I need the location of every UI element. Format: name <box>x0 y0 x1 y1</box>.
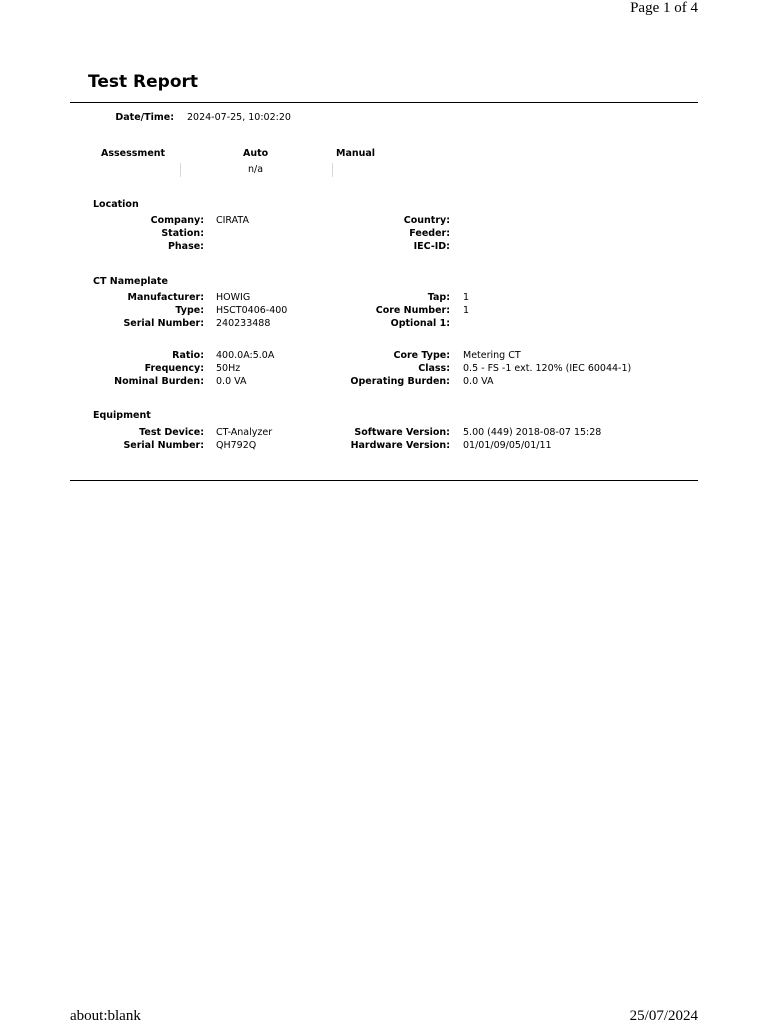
class-label: Class: <box>418 363 450 374</box>
software-version-value: 5.00 (449) 2018-08-07 15:28 <box>463 427 602 438</box>
serial-number-label: Serial Number: <box>123 318 204 329</box>
type-label: Type: <box>175 305 204 316</box>
nominal-burden-value: 0.0 VA <box>216 376 247 387</box>
optional-1-label: Optional 1: <box>390 318 450 329</box>
report-title: Test Report <box>88 72 199 92</box>
feeder-label: Feeder: <box>409 228 450 239</box>
country-label: Country: <box>403 215 450 226</box>
core-number-value: 1 <box>463 305 470 316</box>
tap-value: 1 <box>463 292 470 303</box>
equipment-section-title: Equipment <box>93 410 151 421</box>
manufacturer-label: Manufacturer: <box>127 292 204 303</box>
assessment-auto-label: Auto <box>243 148 269 159</box>
footer-url: about:blank <box>70 1008 141 1024</box>
hardware-version-label: Hardware Version: <box>350 440 450 451</box>
top-divider <box>70 102 698 103</box>
assessment-divider <box>180 163 181 177</box>
hardware-version-value: 01/01/09/05/01/11 <box>463 440 552 451</box>
iec-id-label: IEC-ID: <box>413 241 450 252</box>
tap-label: Tap: <box>427 292 450 303</box>
software-version-label: Software Version: <box>354 427 450 438</box>
station-label: Station: <box>161 228 204 239</box>
serial-number-value: 240233488 <box>216 318 271 329</box>
company-label: Company: <box>150 215 204 226</box>
datetime-value: 2024-07-25, 10:02:20 <box>187 112 291 123</box>
core-type-label: Core Type: <box>393 350 450 361</box>
class-value: 0.5 - FS -1 ext. 120% (IEC 60044-1) <box>463 363 632 374</box>
phase-label: Phase: <box>167 241 204 252</box>
operating-burden-label: Operating Burden: <box>350 376 450 387</box>
frequency-label: Frequency: <box>144 363 204 374</box>
operating-burden-value: 0.0 VA <box>463 376 494 387</box>
page-number: Page 1 of 4 <box>630 0 698 16</box>
bottom-divider <box>70 480 698 481</box>
type-value: HSCT0406-400 <box>216 305 288 316</box>
assessment-manual-label: Manual <box>336 148 376 159</box>
core-type-value: Metering CT <box>463 350 521 361</box>
nominal-burden-label: Nominal Burden: <box>114 376 204 387</box>
test-device-value: CT-Analyzer <box>216 427 273 438</box>
equipment-serial-value: QH792Q <box>216 440 257 451</box>
company-value: CIRATA <box>216 215 249 226</box>
ratio-value: 400.0A:5.0A <box>216 350 275 361</box>
manufacturer-value: HOWIG <box>216 292 251 303</box>
footer-date: 25/07/2024 <box>629 1008 698 1024</box>
datetime-label: Date/Time: <box>115 112 174 123</box>
ratio-label: Ratio: <box>172 350 204 361</box>
location-section-title: Location <box>93 199 139 210</box>
frequency-value: 50Hz <box>216 363 241 374</box>
assessment-auto-value: n/a <box>248 164 264 175</box>
assessment-divider <box>332 163 333 177</box>
core-number-label: Core Number: <box>375 305 450 316</box>
nameplate-section-title: CT Nameplate <box>93 276 168 287</box>
assessment-label: Assessment <box>101 148 166 159</box>
equipment-serial-label: Serial Number: <box>123 440 204 451</box>
test-device-label: Test Device: <box>139 427 204 438</box>
